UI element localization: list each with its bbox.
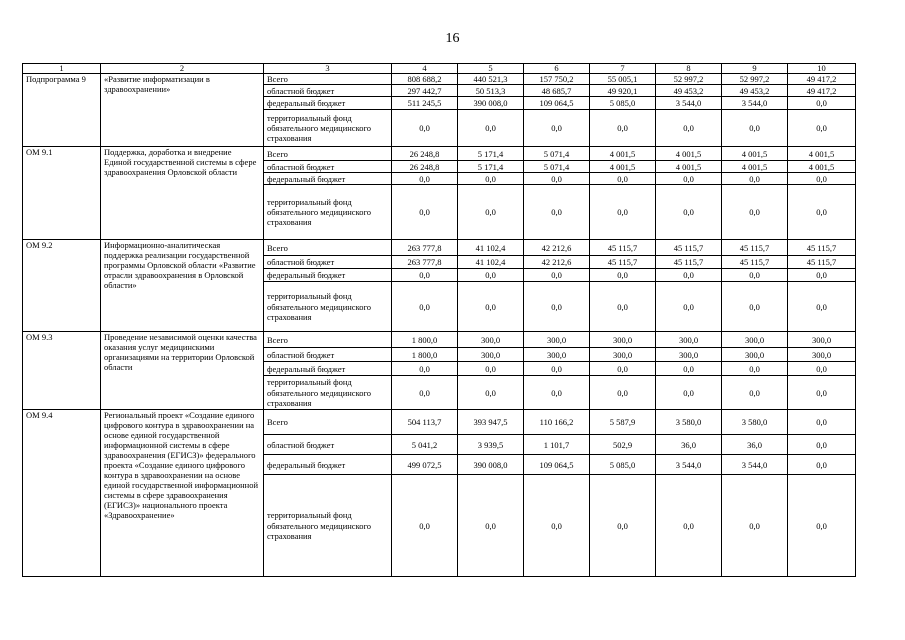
amount-cell: 300,0 [524, 332, 590, 348]
amount-cell: 0,0 [722, 173, 788, 185]
program-name: Региональный проект «Создание единого цифрового контура в здравоохранении на основе единой государственной информационной системы в сфере здравоохранения (ЕГИСЗ)» федерального проекта «Создание единого цифрового контура в здравоохранении на основе единой государственной информационной системы в сфере здравоохранения (ЕГИСЗ)» национального проекта «Здравоохранение» [101, 410, 264, 577]
amount-cell: 42 212,6 [524, 240, 590, 256]
amount-cell: 0,0 [722, 475, 788, 577]
amount-cell: 0,0 [392, 110, 458, 147]
amount-cell: 0,0 [590, 110, 656, 147]
amount-cell: 300,0 [458, 348, 524, 362]
amount-cell: 3 939,5 [458, 435, 524, 455]
amount-cell: 41 102,4 [458, 240, 524, 256]
funding-source: территориальный фонд обязательного медицинского страхования [264, 110, 392, 147]
funding-source: Всего [264, 74, 392, 85]
amount-cell: 1 101,7 [524, 435, 590, 455]
amount-cell: 0,0 [392, 269, 458, 282]
funding-source: федеральный бюджет [264, 455, 392, 475]
header-cell: 8 [656, 64, 722, 74]
amount-cell: 0,0 [788, 376, 856, 410]
amount-cell: 4 001,5 [656, 161, 722, 173]
amount-cell: 0,0 [788, 362, 856, 376]
amount-cell: 390 008,0 [458, 97, 524, 110]
amount-cell: 300,0 [722, 348, 788, 362]
amount-cell: 5 071,4 [524, 147, 590, 161]
header-cell: 1 [23, 64, 101, 74]
amount-cell: 50 513,3 [458, 85, 524, 97]
funding-source: территориальный фонд обязательного медицинского страхования [264, 282, 392, 332]
amount-cell: 3 544,0 [656, 455, 722, 475]
amount-cell: 0,0 [458, 269, 524, 282]
amount-cell: 4 001,5 [590, 147, 656, 161]
table-row [23, 240, 856, 256]
amount-cell: 45 115,7 [788, 240, 856, 256]
amount-cell: 36,0 [656, 435, 722, 455]
amount-cell: 0,0 [722, 269, 788, 282]
amount-cell: 4 001,5 [722, 161, 788, 173]
amount-cell: 263 777,8 [392, 240, 458, 256]
funding-source: территориальный фонд обязательного медицинского страхования [264, 475, 392, 577]
amount-cell: 1 800,0 [392, 332, 458, 348]
amount-cell: 49 453,2 [722, 85, 788, 97]
amount-cell: 45 115,7 [590, 240, 656, 256]
amount-cell: 0,0 [392, 282, 458, 332]
amount-cell: 0,0 [458, 475, 524, 577]
amount-cell: 3 544,0 [722, 455, 788, 475]
page-number: 16 [445, 31, 460, 46]
amount-cell: 110 166,2 [524, 410, 590, 435]
program-code: ОМ 9.4 [23, 410, 101, 577]
amount-cell: 0,0 [788, 97, 856, 110]
amount-cell: 45 115,7 [722, 240, 788, 256]
amount-cell: 0,0 [788, 110, 856, 147]
amount-cell: 499 072,5 [392, 455, 458, 475]
amount-cell: 0,0 [656, 362, 722, 376]
program-code: ОМ 9.1 [23, 147, 101, 240]
amount-cell: 0,0 [392, 185, 458, 240]
amount-cell: 4 001,5 [722, 147, 788, 161]
amount-cell: 0,0 [458, 376, 524, 410]
amount-cell: 0,0 [458, 110, 524, 147]
amount-cell: 0,0 [722, 110, 788, 147]
amount-cell: 300,0 [656, 332, 722, 348]
amount-cell: 5 041,2 [392, 435, 458, 455]
amount-cell: 0,0 [590, 376, 656, 410]
amount-cell: 49 920,1 [590, 85, 656, 97]
amount-cell: 0,0 [524, 282, 590, 332]
header-cell: 10 [788, 64, 856, 74]
amount-cell: 0,0 [722, 376, 788, 410]
table-row [23, 410, 856, 435]
header-row [23, 64, 856, 74]
amount-cell: 26 248,8 [392, 147, 458, 161]
amount-cell: 502,9 [590, 435, 656, 455]
funding-source: областной бюджет [264, 348, 392, 362]
amount-cell: 0,0 [458, 173, 524, 185]
amount-cell: 0,0 [524, 362, 590, 376]
funding-source: Всего [264, 410, 392, 435]
amount-cell: 5 085,0 [590, 97, 656, 110]
amount-cell: 0,0 [656, 185, 722, 240]
program-code: ОМ 9.3 [23, 332, 101, 410]
amount-cell: 0,0 [788, 282, 856, 332]
amount-cell: 0,0 [788, 455, 856, 475]
funding-source: территориальный фонд обязательного медицинского страхования [264, 185, 392, 240]
amount-cell: 300,0 [590, 332, 656, 348]
amount-cell: 45 115,7 [656, 256, 722, 269]
amount-cell: 109 064,5 [524, 97, 590, 110]
amount-cell: 0,0 [392, 376, 458, 410]
amount-cell: 297 442,7 [392, 85, 458, 97]
amount-cell: 0,0 [458, 185, 524, 240]
header-cell: 9 [722, 64, 788, 74]
amount-cell: 4 001,5 [656, 147, 722, 161]
amount-cell: 0,0 [788, 410, 856, 435]
amount-cell: 45 115,7 [788, 256, 856, 269]
header-cell: 4 [392, 64, 458, 74]
amount-cell: 0,0 [590, 362, 656, 376]
amount-cell: 3 544,0 [656, 97, 722, 110]
amount-cell: 5 587,9 [590, 410, 656, 435]
funding-source: областной бюджет [264, 85, 392, 97]
amount-cell: 300,0 [590, 348, 656, 362]
amount-cell: 0,0 [590, 185, 656, 240]
amount-cell: 52 997,2 [722, 74, 788, 85]
amount-cell: 45 115,7 [722, 256, 788, 269]
amount-cell: 511 245,5 [392, 97, 458, 110]
amount-cell: 45 115,7 [590, 256, 656, 269]
amount-cell: 0,0 [458, 362, 524, 376]
amount-cell: 0,0 [788, 173, 856, 185]
funding-source: Всего [264, 147, 392, 161]
amount-cell: 0,0 [722, 362, 788, 376]
amount-cell: 0,0 [524, 185, 590, 240]
amount-cell: 0,0 [458, 282, 524, 332]
funding-source: федеральный бюджет [264, 97, 392, 110]
amount-cell: 0,0 [392, 362, 458, 376]
amount-cell: 41 102,4 [458, 256, 524, 269]
funding-source: федеральный бюджет [264, 269, 392, 282]
amount-cell: 300,0 [458, 332, 524, 348]
amount-cell: 300,0 [656, 348, 722, 362]
amount-cell: 0,0 [788, 435, 856, 455]
program-code: ОМ 9.2 [23, 240, 101, 332]
funding-source: федеральный бюджет [264, 173, 392, 185]
amount-cell: 300,0 [722, 332, 788, 348]
amount-cell: 0,0 [590, 173, 656, 185]
amount-cell: 5 085,0 [590, 455, 656, 475]
funding-source: Всего [264, 240, 392, 256]
amount-cell: 55 005,1 [590, 74, 656, 85]
amount-cell: 0,0 [392, 173, 458, 185]
amount-cell: 300,0 [524, 348, 590, 362]
amount-cell: 300,0 [788, 332, 856, 348]
amount-cell: 0,0 [524, 173, 590, 185]
amount-cell: 1 800,0 [392, 348, 458, 362]
amount-cell: 263 777,8 [392, 256, 458, 269]
program-name: «Развитие информатизации в здравоохранении» [101, 74, 264, 147]
amount-cell: 5 171,4 [458, 161, 524, 173]
amount-cell: 0,0 [590, 475, 656, 577]
amount-cell: 300,0 [788, 348, 856, 362]
amount-cell: 0,0 [656, 173, 722, 185]
amount-cell: 0,0 [392, 475, 458, 577]
funding-source: Всего [264, 332, 392, 348]
amount-cell: 390 008,0 [458, 455, 524, 475]
amount-cell: 0,0 [524, 110, 590, 147]
amount-cell: 48 685,7 [524, 85, 590, 97]
amount-cell: 0,0 [722, 282, 788, 332]
amount-cell: 504 113,7 [392, 410, 458, 435]
program-name: Информационно-аналитическая поддержка реализации государственной программы Орловской области «Развитие отрасли здравоохранения в Орловской области» [101, 240, 264, 332]
funding-source: областной бюджет [264, 435, 392, 455]
table-body [23, 74, 856, 577]
amount-cell: 3 580,0 [656, 410, 722, 435]
program-name: Проведение независимой оценки качества оказания услуг медицинскими организациями на территории Орловской области [101, 332, 264, 410]
amount-cell: 49 417,2 [788, 85, 856, 97]
amount-cell: 52 997,2 [656, 74, 722, 85]
header-cell: 7 [590, 64, 656, 74]
header-cell: 5 [458, 64, 524, 74]
amount-cell: 4 001,5 [590, 161, 656, 173]
amount-cell: 0,0 [656, 282, 722, 332]
amount-cell: 3 544,0 [722, 97, 788, 110]
funding-source: федеральный бюджет [264, 362, 392, 376]
amount-cell: 5 071,4 [524, 161, 590, 173]
funding-source: территориальный фонд обязательного медицинского страхования [264, 376, 392, 410]
amount-cell: 0,0 [524, 475, 590, 577]
amount-cell: 42 212,6 [524, 256, 590, 269]
amount-cell: 109 064,5 [524, 455, 590, 475]
amount-cell: 36,0 [722, 435, 788, 455]
amount-cell: 0,0 [722, 185, 788, 240]
amount-cell: 0,0 [788, 185, 856, 240]
table-row [23, 332, 856, 348]
amount-cell: 4 001,5 [788, 161, 856, 173]
amount-cell: 0,0 [656, 475, 722, 577]
amount-cell: 0,0 [656, 269, 722, 282]
table-row [23, 74, 856, 85]
amount-cell: 157 750,2 [524, 74, 590, 85]
amount-cell: 0,0 [788, 269, 856, 282]
program-name: Поддержка, доработка и внедрение Единой государственной системы в сфере здравоохранения Орловской области [101, 147, 264, 240]
amount-cell: 0,0 [788, 475, 856, 577]
header-cell: 3 [264, 64, 392, 74]
amount-cell: 26 248,8 [392, 161, 458, 173]
amount-cell: 49 453,2 [656, 85, 722, 97]
amount-cell: 0,0 [524, 376, 590, 410]
amount-cell: 0,0 [524, 269, 590, 282]
amount-cell: 393 947,5 [458, 410, 524, 435]
funding-source: областной бюджет [264, 161, 392, 173]
amount-cell: 440 521,3 [458, 74, 524, 85]
amount-cell: 3 580,0 [722, 410, 788, 435]
amount-cell: 808 688,2 [392, 74, 458, 85]
amount-cell: 0,0 [656, 110, 722, 147]
amount-cell: 5 171,4 [458, 147, 524, 161]
header-cell: 2 [101, 64, 264, 74]
header-cell: 6 [524, 64, 590, 74]
amount-cell: 45 115,7 [656, 240, 722, 256]
amount-cell: 0,0 [656, 376, 722, 410]
amount-cell: 49 417,2 [788, 74, 856, 85]
funding-source: областной бюджет [264, 256, 392, 269]
budget-table [22, 63, 856, 577]
table-row [23, 147, 856, 161]
amount-cell: 0,0 [590, 282, 656, 332]
program-code: Подпрограмма 9 [23, 74, 101, 147]
amount-cell: 4 001,5 [788, 147, 856, 161]
amount-cell: 0,0 [590, 269, 656, 282]
